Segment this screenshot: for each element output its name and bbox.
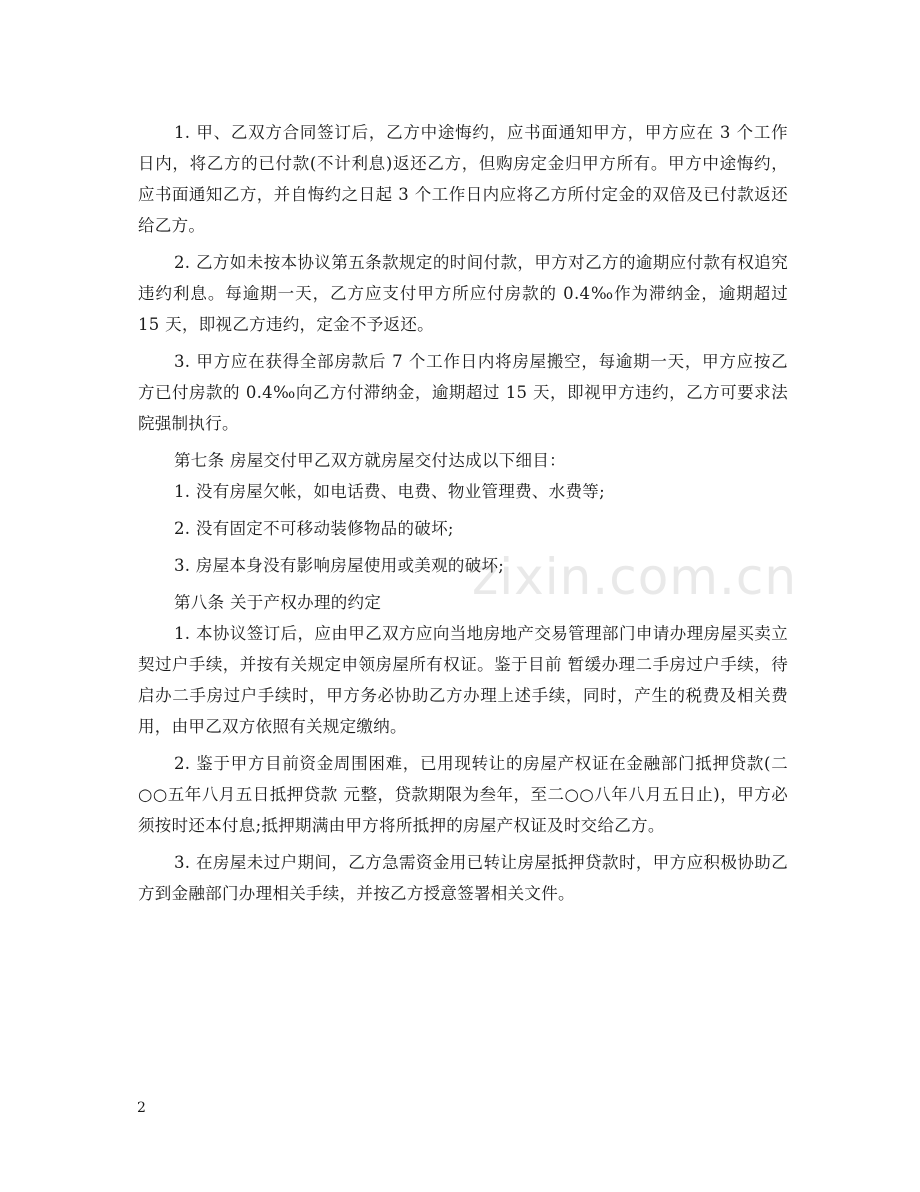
- document-body: [138, 117, 788, 909]
- watermark: zixin.com.cn: [472, 548, 798, 606]
- paragraph-no-damage-fixtures: 2. 没有固定不可移动装修物品的破坏;: [174, 519, 454, 538]
- article-seven-heading: 第七条 房屋交付甲乙双方就房屋交付达成以下细目：: [174, 451, 566, 470]
- paragraph-no-damage-house: 3. 房屋本身没有影响房屋使用或美观的破坏;: [174, 556, 505, 575]
- paragraph-mortgage-loan: 2. 鉴于甲方目前资金周围困难，已用现转让的房屋产权证在金融部门抵押贷款(二○○五年八月五日抵押贷款 元整，贷款期限为叁年，至二○○八年八月五日止)，甲方必须按时还本付息;抵押期满由甲方将所抵押的房屋产权证及时交给乙方。: [138, 754, 788, 835]
- paragraph-vacate-house: 3. 甲方应在获得全部房款后 7 个工作日内将房屋搬空，每逾期一天，甲方应按乙方已付房款的 0.4‰向乙方付滞纳金，逾期超过 15 天，即视甲方违约，乙方可要求法院强制执行。: [138, 352, 788, 433]
- paragraph-late-payment: 2. 乙方如未按本协议第五条款规定的时间付款，甲方对乙方的逾期应付款有权追究违约利息。每逾期一天，乙方应支付甲方所应付房款的 0.4‰作为滞纳金，逾期超过 15 天，即视乙方违约，定金不予返还。: [138, 253, 788, 334]
- page-number: 2: [137, 1100, 146, 1116]
- paragraph-no-arrears: 1. 没有房屋欠帐，如电话费、电费、物业管理费、水费等;: [174, 482, 605, 501]
- article-eight-heading: 第八条 关于产权办理的约定: [174, 593, 382, 612]
- paragraph-transfer-procedure: 1. 本协议签订后，应由甲乙双方应向当地房地产交易管理部门申请办理房屋买卖立契过户手续，并按有关规定申领房屋所有权证。鉴于目前 暂缓办理二手房过户手续，待 启办二手房过户手续时，甲方务必协助乙方办理上述手续，同时，产生的税费及相关费用，由甲乙双方依照有关规定缴纳。: [138, 624, 788, 736]
- paragraph-breach-refund: 1. 甲、乙双方合同签订后，乙方中途悔约，应书面通知甲方，甲方应在 3 个工作日内，将乙方的已付款(不计利息)返还乙方，但购房定金归甲方所有。甲方中途悔约，应书面通知乙方，并自悔约之日起 3 个工作日内应将乙方所付定金的双倍及已付款返还给乙方。: [138, 123, 788, 235]
- paragraph-mortgage-assist: 3. 在房屋未过户期间，乙方急需资金用已转让房屋抵押贷款时，甲方应积极协助乙方到金融部门办理相关手续，并按乙方授意签署相关文件。: [138, 853, 788, 903]
